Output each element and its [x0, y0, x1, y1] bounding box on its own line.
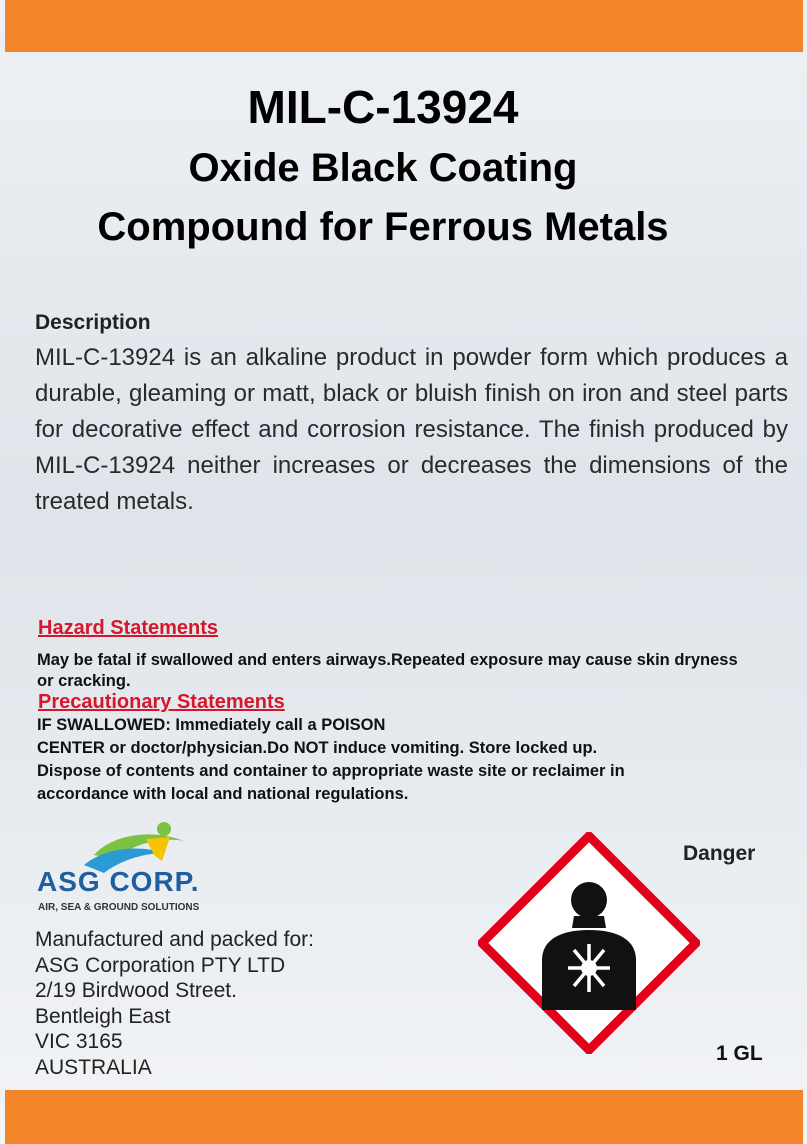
health-hazard-icon [478, 832, 700, 1054]
precaution-text [37, 714, 777, 806]
precaution-line: Dispose of contents and container to appropriate waste site or reclaimer in [37, 762, 625, 780]
description-heading: Description [35, 311, 151, 334]
precaution-heading: Precautionary Statements [38, 691, 285, 713]
net-quantity: 1 GL [716, 1042, 763, 1065]
logo-tagline: AIR, SEA & GROUND SOLUTIONS [38, 902, 200, 913]
precaution-line: IF SWALLOWED: Immediately call a POISON [37, 716, 386, 734]
precaution-line: accordance with local and national regulations. [37, 785, 409, 803]
manufacturer-line: VIC 3165 [35, 1030, 123, 1053]
manufacturer-block [35, 927, 314, 1080]
top-orange-band [5, 0, 803, 52]
product-title-line1: Oxide Black Coating [188, 146, 578, 190]
product-title-line2: Compound for Ferrous Metals [97, 205, 669, 249]
hazard-heading: Hazard Statements [38, 617, 219, 639]
manufacturer-line: ASG Corporation PTY LTD [35, 953, 286, 977]
manufacturer-line: AUSTRALIA [35, 1055, 152, 1079]
manufacturer-line: Manufactured and packed for: [35, 928, 315, 951]
signal-word: Danger [683, 842, 756, 865]
precaution-line: CENTER or doctor/physician.Do NOT induce vomiting. Store locked up. [37, 739, 598, 757]
description-text: MIL-C-13924 is an alkaline product in powder form which produces a durable, gleaming or matt, black or bluish finish on iron and steel parts for decorative effect and corrosion resistance. The finish produced by MIL-C-13924 neither increases or decreases the dimensions of the treated metals. [35, 344, 788, 515]
hazard-text: May be fatal if swallowed and enters airways.Repeated exposure may cause skin dryness or cracking. [37, 651, 738, 690]
manufacturer-line: 2/19 Birdwood Street. [35, 979, 237, 1002]
manufacturer-line: Bentleigh East [35, 1004, 171, 1028]
logo-wordmark: ASG CORP. [37, 866, 200, 897]
product-code: MIL-C-13924 [247, 81, 519, 133]
bottom-orange-band [5, 1090, 803, 1144]
